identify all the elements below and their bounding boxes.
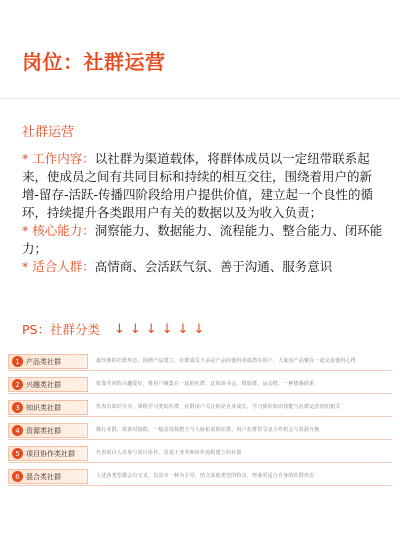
category-label: 知识类社群 xyxy=(26,403,61,412)
ps-heading xyxy=(22,320,209,338)
suitable-paragraph xyxy=(22,258,384,276)
category-description: 最经典的社群形态，围绕产品建立，社群成员大多是产品的使用者或潜在用户，大家因产品聚在一起交流使用心得 xyxy=(96,358,357,364)
category-tag xyxy=(8,446,88,461)
number-badge: 3 xyxy=(12,402,23,413)
down-arrows-icon: ↓↓↓↓↓↓ xyxy=(113,321,210,337)
category-label: 兴趣类社群 xyxy=(26,380,61,389)
category-row xyxy=(8,446,392,463)
section-heading: 社群运营 xyxy=(22,125,75,140)
core-ability-text: 洞察能力、数据能力、流程能力、整合能力、闭环能力； xyxy=(22,223,383,256)
category-row xyxy=(8,400,392,417)
bullet-mark: * xyxy=(22,259,29,274)
number-badge: 6 xyxy=(12,471,23,482)
number-badge: 2 xyxy=(12,379,23,390)
suitable-label: 适合人群： xyxy=(32,259,95,274)
number-badge: 1 xyxy=(12,356,23,367)
category-table xyxy=(8,354,392,492)
category-description: 像行业群、资源对接群，一般是资源整合与人脉拓展的社群，用户在群里寻求合作机会与资源互换 xyxy=(96,427,320,433)
category-description: 上述各类型都会有交叉，以其中一种为主导，结合其他类型的特点，形成更适合自身的社群形态 xyxy=(96,473,315,479)
ps-label: PS：社群分类 xyxy=(22,322,100,337)
category-tag xyxy=(8,400,88,415)
category-tag xyxy=(8,377,88,392)
divider xyxy=(0,98,400,99)
number-badge: 5 xyxy=(12,448,23,459)
job-content-label: 工作内容： xyxy=(32,151,95,166)
suitable-text: 高情商、会活跃气氛、善于沟通、服务意识 xyxy=(94,259,333,274)
bullet-mark: * xyxy=(22,151,29,166)
job-description xyxy=(22,150,384,276)
category-label: 混合类社群 xyxy=(26,472,61,481)
category-row xyxy=(8,469,392,486)
category-tag xyxy=(8,423,88,438)
category-row xyxy=(8,423,392,440)
core-ability-label: 核心能力： xyxy=(32,223,95,238)
category-row xyxy=(8,377,392,394)
number-badge: 4 xyxy=(12,425,23,436)
category-tag xyxy=(8,354,88,369)
category-description: 代表项目人员参与项目协作，是基于业务和协作流程建立的社群 xyxy=(96,450,242,456)
job-content-paragraph xyxy=(22,150,384,222)
category-description: 代表有知识分享、课程学习类的社群，社群用户关注的是自身成长，学习到的知识技能与社群运营密切相关 xyxy=(96,404,341,410)
category-label: 项目协作类社群 xyxy=(26,449,75,458)
job-content-text: 以社群为渠道载体，将群体成员以一定纽带联系起来，使成员之间有共同目标和持续的相互交往，围绕着用户的新增-留存-活跃-传播四阶段给用户提供价值，建立起一个良性的循环，持续提升各类跟用户有关的数据以及为收入负责； xyxy=(22,151,374,220)
category-row xyxy=(8,354,392,371)
category-tag xyxy=(8,469,88,484)
category-label: 产品类社群 xyxy=(26,357,61,366)
bullet-mark: * xyxy=(22,223,29,238)
core-ability-paragraph xyxy=(22,222,384,258)
category-label: 资源类社群 xyxy=(26,426,61,435)
category-description: 依靠共同的兴趣爱好，将用户聚集在一起的社群，比如读书会、摄影群、运动群，一种情感联系 xyxy=(96,381,315,387)
page-title: 岗位：社群运营 xyxy=(22,50,166,74)
